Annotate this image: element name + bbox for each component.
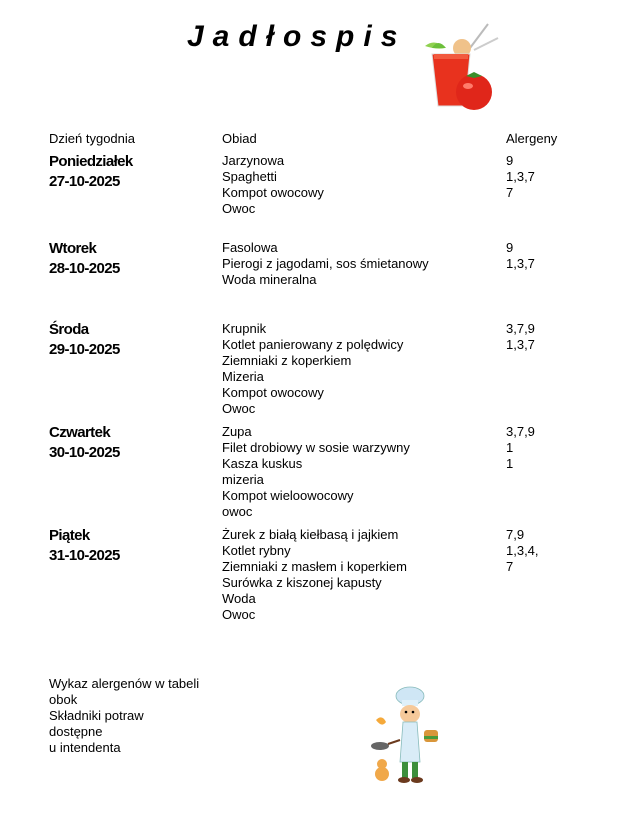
allergen: 7 [506, 185, 514, 200]
page-title: Jadłospis [187, 20, 407, 53]
dishes-monday [222, 153, 324, 217]
dish: Kotlet panierowany z polędwicy [222, 337, 404, 352]
allergen: 1 [506, 440, 514, 455]
dish: Surówka z kiszonej kapusty [222, 575, 382, 590]
day-name: Wtorek [49, 240, 97, 257]
day-name: Poniedziałek [49, 153, 133, 170]
day-name: Czwartek [49, 424, 111, 441]
allergen: 7,9 [506, 527, 525, 542]
dish: Kotlet rybny [222, 543, 291, 558]
header-allergens: Alergeny [506, 131, 558, 146]
allergen: 1,3,7 [506, 337, 535, 352]
footer-line: u intendenta [49, 740, 121, 755]
allergen: 3,7,9 [506, 321, 535, 336]
allergen: 1,3,4, [506, 543, 539, 558]
day-label-wednesday [49, 320, 120, 360]
allergens-tuesday [506, 240, 535, 272]
day-label-tuesday [49, 239, 120, 279]
dish: Spaghetti [222, 169, 277, 184]
day-date: 30-10-2025 [49, 444, 120, 461]
allergen: 1,3,7 [506, 256, 535, 271]
dish: Kasza kuskus [222, 456, 303, 471]
day-date: 31-10-2025 [49, 547, 120, 564]
day-label-thursday [49, 423, 120, 463]
dish: Woda [222, 591, 256, 606]
day-date: 27-10-2025 [49, 173, 120, 190]
dish: owoc [222, 504, 253, 519]
tomato-juice-image [410, 18, 510, 118]
dish: mizeria [222, 472, 264, 487]
day-name: Środa [49, 321, 89, 338]
dish: Owoc [222, 607, 256, 622]
footer-line: Wykaz alergenów w tabeli [49, 676, 200, 691]
dish: Pierogi z jagodami, sos śmietanowy [222, 256, 429, 271]
header-lunch: Obiad [222, 131, 257, 146]
dish: Krupnik [222, 321, 267, 336]
dish: Kompot wieloowocowy [222, 488, 354, 503]
dish: Owoc [222, 401, 256, 416]
allergen: 7 [506, 559, 514, 574]
day-date: 29-10-2025 [49, 341, 120, 358]
day-label-friday [49, 526, 120, 566]
header-day: Dzień tygodnia [49, 131, 135, 146]
footer-note [49, 676, 199, 756]
dish: Woda mineralna [222, 272, 317, 287]
allergens-wednesday [506, 321, 535, 353]
dish: Owoc [222, 201, 256, 216]
footer-line: dostępne [49, 724, 103, 739]
allergens-monday [506, 153, 535, 201]
dish: Ziemniaki z koperkiem [222, 353, 352, 368]
dish: Kompot owocowy [222, 185, 324, 200]
allergen: 9 [506, 153, 514, 168]
dishes-thursday [222, 424, 410, 520]
day-date: 28-10-2025 [49, 260, 120, 277]
dish: Zupa [222, 424, 252, 439]
allergens-thursday [506, 424, 535, 472]
allergen: 3,7,9 [506, 424, 535, 439]
allergens-friday [506, 527, 539, 575]
dish: Filet drobiowy w sosie warzywny [222, 440, 410, 455]
allergen: 1 [506, 456, 514, 471]
dish: Ziemniaki z masłem i koperkiem [222, 559, 407, 574]
footer-line: obok [49, 692, 78, 707]
footer-line: Składniki potraw [49, 708, 144, 723]
allergen: 1,3,7 [506, 169, 535, 184]
dish: Kompot owocowy [222, 385, 324, 400]
day-label-monday [49, 152, 133, 192]
dish: Mizeria [222, 369, 264, 384]
day-name: Piątek [49, 527, 90, 544]
dish: Żurek z białą kiełbasą i jajkiem [222, 527, 399, 542]
dishes-tuesday [222, 240, 429, 288]
chef-image [368, 684, 448, 794]
dish: Fasolowa [222, 240, 278, 255]
dishes-wednesday [222, 321, 403, 417]
dishes-friday [222, 527, 407, 623]
dish: Jarzynowa [222, 153, 285, 168]
allergen: 9 [506, 240, 514, 255]
